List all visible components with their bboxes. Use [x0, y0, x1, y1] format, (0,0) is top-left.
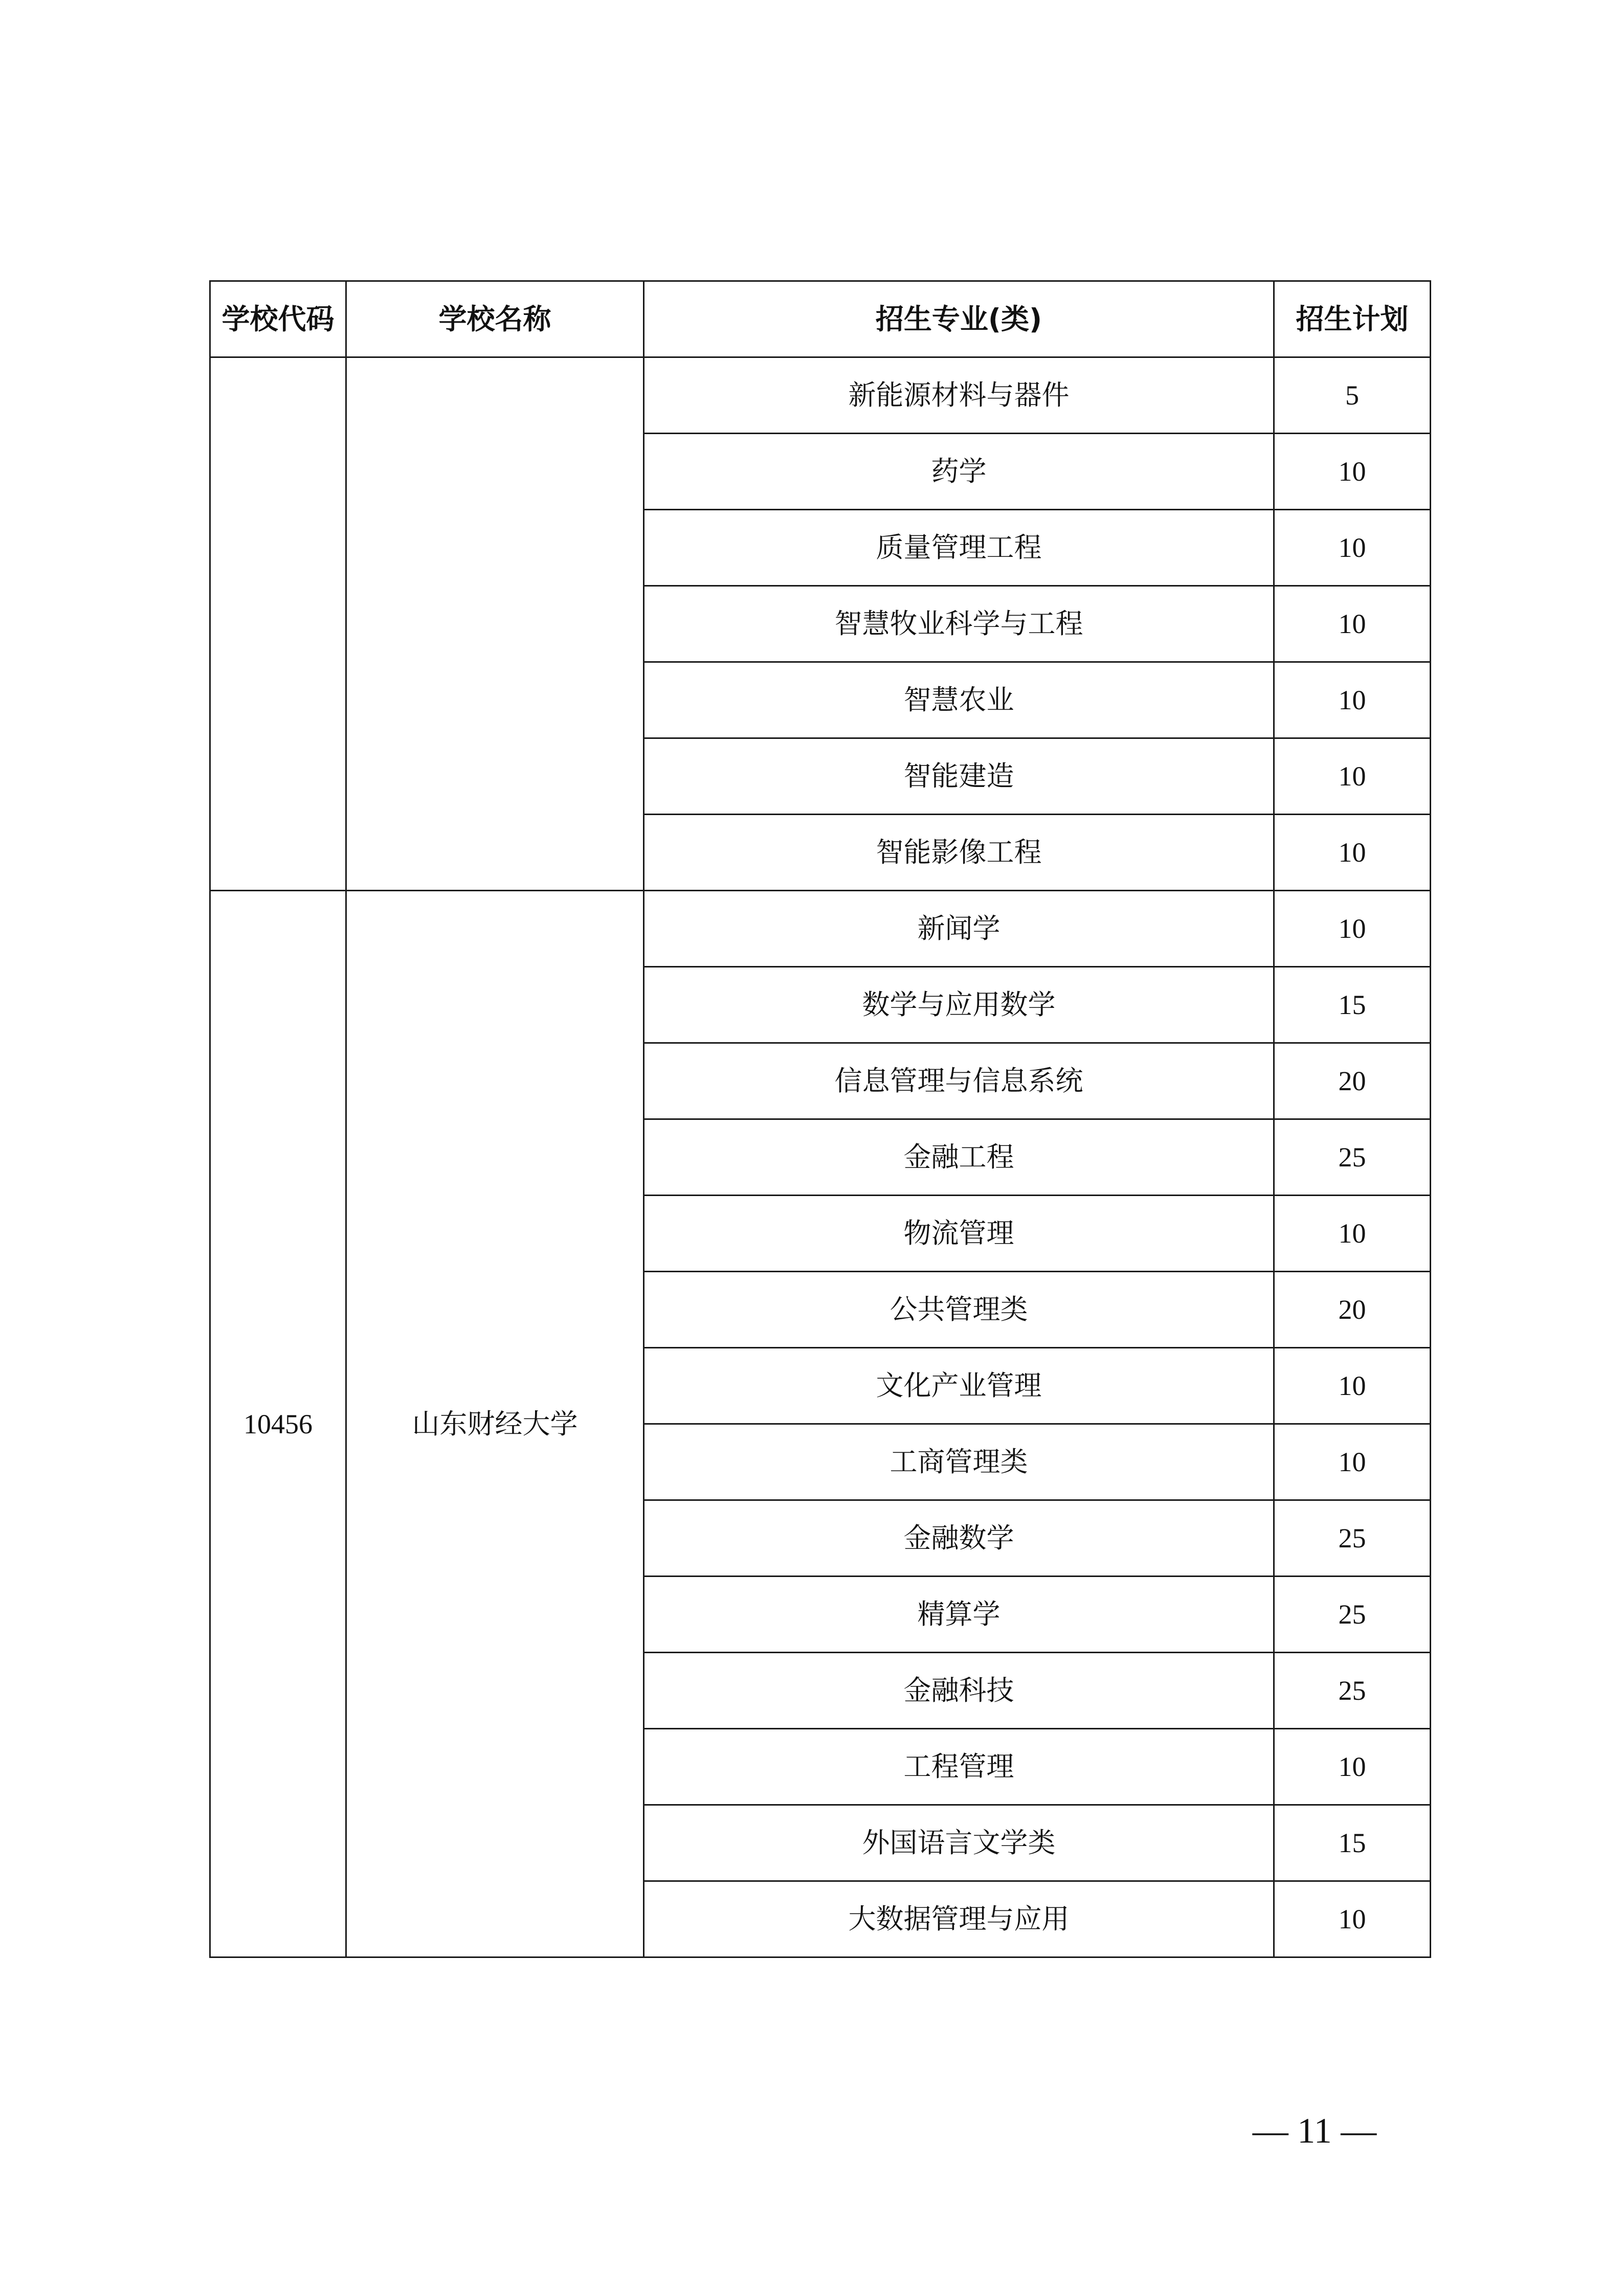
plan-cell: 25 — [1274, 1653, 1431, 1729]
major-cell: 信息管理与信息系统 — [644, 1043, 1274, 1119]
school-name-cell: 山东财经大学 — [346, 891, 644, 1957]
plan-cell: 25 — [1274, 1500, 1431, 1577]
major-cell: 智能影像工程 — [644, 815, 1274, 891]
header-school-name: 学校名称 — [346, 281, 644, 357]
major-cell: 物流管理 — [644, 1196, 1274, 1272]
table-row — [210, 891, 1431, 967]
school-code-cell — [210, 357, 346, 891]
major-cell: 工商管理类 — [644, 1424, 1274, 1500]
major-cell: 新能源材料与器件 — [644, 357, 1274, 434]
major-cell: 新闻学 — [644, 891, 1274, 967]
major-cell: 精算学 — [644, 1577, 1274, 1653]
plan-cell: 10 — [1274, 738, 1431, 815]
plan-cell: 10 — [1274, 662, 1431, 738]
plan-cell: 20 — [1274, 1043, 1431, 1119]
plan-cell: 15 — [1274, 967, 1431, 1043]
major-cell: 外国语言文学类 — [644, 1805, 1274, 1881]
major-cell: 药学 — [644, 434, 1274, 510]
plan-cell: 25 — [1274, 1577, 1431, 1653]
plan-cell: 10 — [1274, 1348, 1431, 1424]
school-name-cell — [346, 357, 644, 891]
major-cell: 公共管理类 — [644, 1272, 1274, 1348]
table-body — [210, 357, 1431, 1957]
plan-cell: 10 — [1274, 434, 1431, 510]
table-header-row — [210, 281, 1431, 357]
plan-cell: 10 — [1274, 1729, 1431, 1805]
major-cell: 数学与应用数学 — [644, 967, 1274, 1043]
major-cell: 文化产业管理 — [644, 1348, 1274, 1424]
plan-cell: 10 — [1274, 1881, 1431, 1957]
major-cell: 金融工程 — [644, 1119, 1274, 1196]
page-number: — 11 — — [1252, 2111, 1377, 2151]
plan-cell: 10 — [1274, 1424, 1431, 1500]
enrollment-table — [209, 280, 1431, 1958]
major-cell: 工程管理 — [644, 1729, 1274, 1805]
plan-cell: 10 — [1274, 510, 1431, 586]
plan-cell: 10 — [1274, 1196, 1431, 1272]
header-school-code: 学校代码 — [210, 281, 346, 357]
table-row — [210, 357, 1431, 434]
major-cell: 智能建造 — [644, 738, 1274, 815]
major-cell: 大数据管理与应用 — [644, 1881, 1274, 1957]
major-cell: 质量管理工程 — [644, 510, 1274, 586]
plan-cell: 25 — [1274, 1119, 1431, 1196]
plan-cell: 20 — [1274, 1272, 1431, 1348]
plan-cell: 10 — [1274, 891, 1431, 967]
major-cell: 金融科技 — [644, 1653, 1274, 1729]
school-code-cell: 10456 — [210, 891, 346, 1957]
plan-cell: 5 — [1274, 357, 1431, 434]
major-cell: 智慧农业 — [644, 662, 1274, 738]
header-plan: 招生计划 — [1274, 281, 1431, 357]
plan-cell: 10 — [1274, 586, 1431, 662]
major-cell: 智慧牧业科学与工程 — [644, 586, 1274, 662]
plan-cell: 10 — [1274, 815, 1431, 891]
major-cell: 金融数学 — [644, 1500, 1274, 1577]
plan-cell: 15 — [1274, 1805, 1431, 1881]
header-major: 招生专业(类) — [644, 281, 1274, 357]
